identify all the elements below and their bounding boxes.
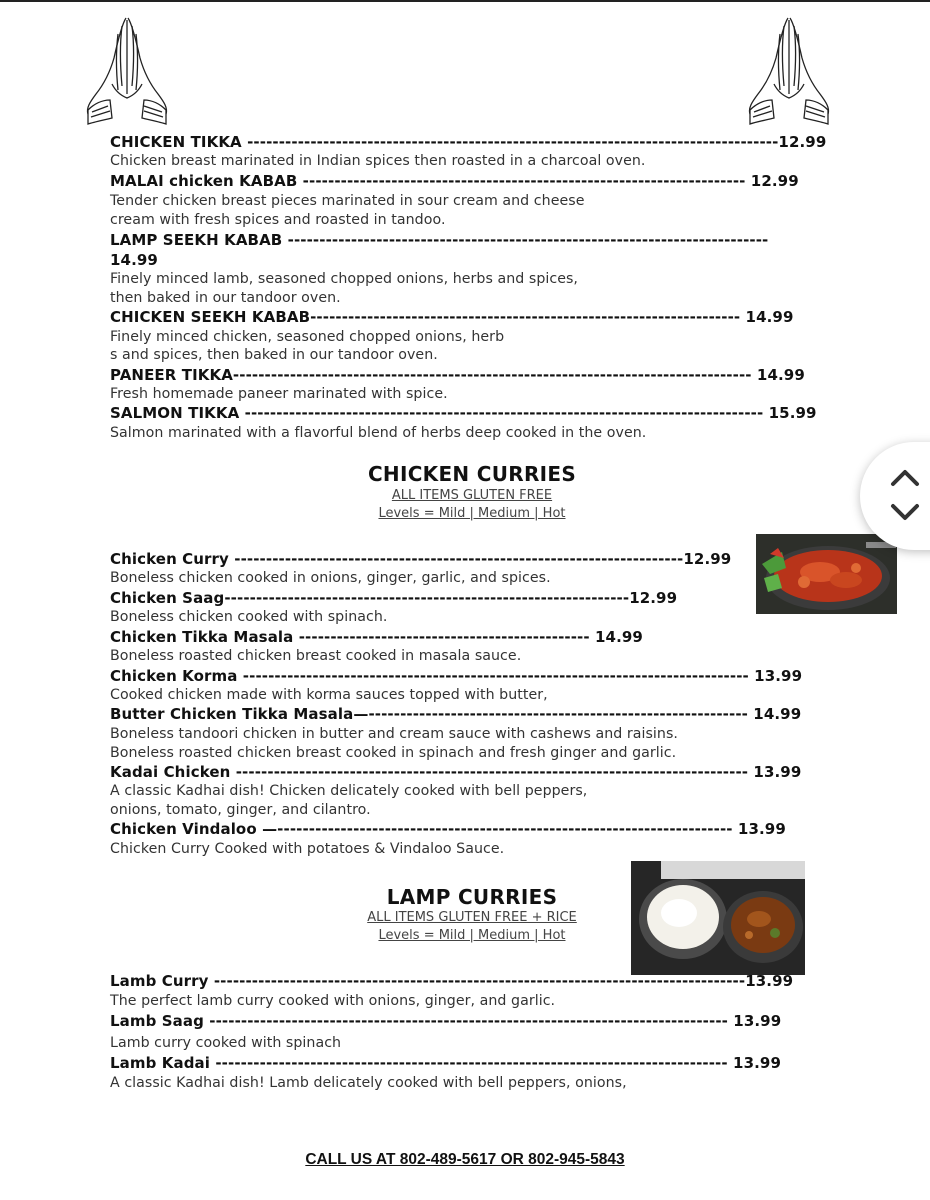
- menu-item-title: Lamb Kadai --------------------------------------------------------------------------------- 13.99: [110, 1054, 781, 1072]
- menu-item-description: Finely minced chicken, seasoned chopped onions, herb: [110, 329, 505, 345]
- section-heading: LAMP CURRIES: [386, 885, 558, 909]
- menu-item-title: CHICKEN SEEKH KABAB-------------------------------------------------------------------- 14.99: [110, 308, 794, 326]
- menu-item-title: PANEER TIKKA---------------------------------------------------------------------------------- 14.99: [110, 366, 805, 384]
- menu-item-title: Lamb Curry ------------------------------------------------------------------------------------13.99: [110, 972, 794, 990]
- menu-item-description: Fresh homemade paneer marinated with spice.: [110, 386, 448, 402]
- menu-item-description: onions, tomato, ginger, and cilantro.: [110, 802, 371, 818]
- menu-item-title: LAMP SEEKH KABAB ----------------------------------------------------------------------------: [110, 231, 769, 249]
- section-heading: CHICKEN CURRIES: [367, 462, 577, 486]
- menu-item-title: Butter Chicken Tikka Masala—------------------------------------------------------------ 14.99: [110, 705, 802, 723]
- lamb-curry-photo: [631, 861, 805, 975]
- menu-item-description: Boneless roasted chicken breast cooked in spinach and fresh ginger and garlic.: [110, 745, 677, 761]
- menu-item-description: Tender chicken breast pieces marinated in sour cream and cheese: [110, 193, 585, 209]
- menu-item-title: Chicken Vindaloo —------------------------------------------------------------------------ 13.99: [110, 820, 786, 838]
- menu-item-title: Chicken Curry -----------------------------------------------------------------------12.99: [110, 550, 732, 568]
- menu-item-title: Kadai Chicken --------------------------------------------------------------------------------- 13.99: [110, 763, 802, 781]
- chevron-up-icon[interactable]: [888, 464, 922, 490]
- praying-hands-icon: [82, 14, 172, 128]
- chevron-down-icon[interactable]: [888, 500, 922, 526]
- section-subtitle: ALL ITEMS GLUTEN FREE: [391, 488, 553, 503]
- menu-item-description: Chicken breast marinated in Indian spices then roasted in a charcoal oven.: [110, 153, 646, 169]
- menu-item-title: CHICKEN TIKKA ------------------------------------------------------------------------------------12.99: [110, 133, 827, 151]
- menu-item-title: Chicken Tikka Masala ---------------------------------------------- 14.99: [110, 628, 643, 646]
- menu-item-title: MALAI chicken KABAB ---------------------------------------------------------------------- 12.99: [110, 172, 799, 190]
- menu-item-description: A classic Kadhai dish! Chicken delicately cooked with bell peppers,: [110, 783, 588, 799]
- menu-item-description: cream with fresh spices and roasted in tandoo.: [110, 212, 446, 228]
- menu-item-description: A classic Kadhai dish! Lamb delicately cooked with bell peppers, onions,: [110, 1075, 627, 1091]
- menu-item-description: Boneless chicken cooked in onions, ginger, garlic, and spices.: [110, 570, 551, 586]
- section-subtitle: ALL ITEMS GLUTEN FREE + RICE: [367, 910, 577, 925]
- contact-phone: CALL US AT 802-489-5617 OR 802-945-5843: [305, 1151, 625, 1168]
- menu-item-description: Boneless chicken cooked with spinach.: [110, 609, 388, 625]
- menu-item-description: Chicken Curry Cooked with potatoes & Vindaloo Sauce.: [110, 841, 505, 857]
- menu-item-description: then baked in our tandoor oven.: [110, 290, 341, 306]
- chicken-curry-photo: [756, 534, 897, 614]
- menu-item-description: Salmon marinated with a flavorful blend of herbs deep cooked in the oven.: [110, 425, 647, 441]
- menu-item-title: Chicken Korma -------------------------------------------------------------------------------- 13.99: [110, 667, 803, 685]
- menu-item-description: Cooked chicken made with korma sauces topped with butter,: [110, 687, 548, 703]
- menu-item-title: SALMON TIKKA ---------------------------------------------------------------------------------- 15.99: [110, 404, 817, 422]
- praying-hands-icon: [744, 14, 834, 128]
- menu-item-description: s and spices, then baked in our tandoor oven.: [110, 347, 438, 363]
- top-border: [0, 0, 930, 2]
- spice-levels: Levels = Mild | Medium | Hot: [378, 928, 566, 943]
- menu-item-price: 14.99: [110, 251, 158, 269]
- menu-item-description: Boneless tandoori chicken in butter and cream sauce with cashews and raisins.: [110, 726, 678, 742]
- menu-item-description: The perfect lamb curry cooked with onions, ginger, and garlic.: [110, 993, 556, 1009]
- menu-item-description: Boneless roasted chicken breast cooked in masala sauce.: [110, 648, 522, 664]
- menu-item-description: Finely minced lamb, seasoned chopped onions, herbs and spices,: [110, 271, 578, 287]
- menu-item-title: Chicken Saag----------------------------------------------------------------12.99: [110, 589, 678, 607]
- spice-levels: Levels = Mild | Medium | Hot: [378, 506, 566, 521]
- menu-item-description: Lamb curry cooked with spinach: [110, 1035, 342, 1051]
- menu-item-title: Lamb Saag ---------------------------------------------------------------------------------- 13.99: [110, 1012, 782, 1030]
